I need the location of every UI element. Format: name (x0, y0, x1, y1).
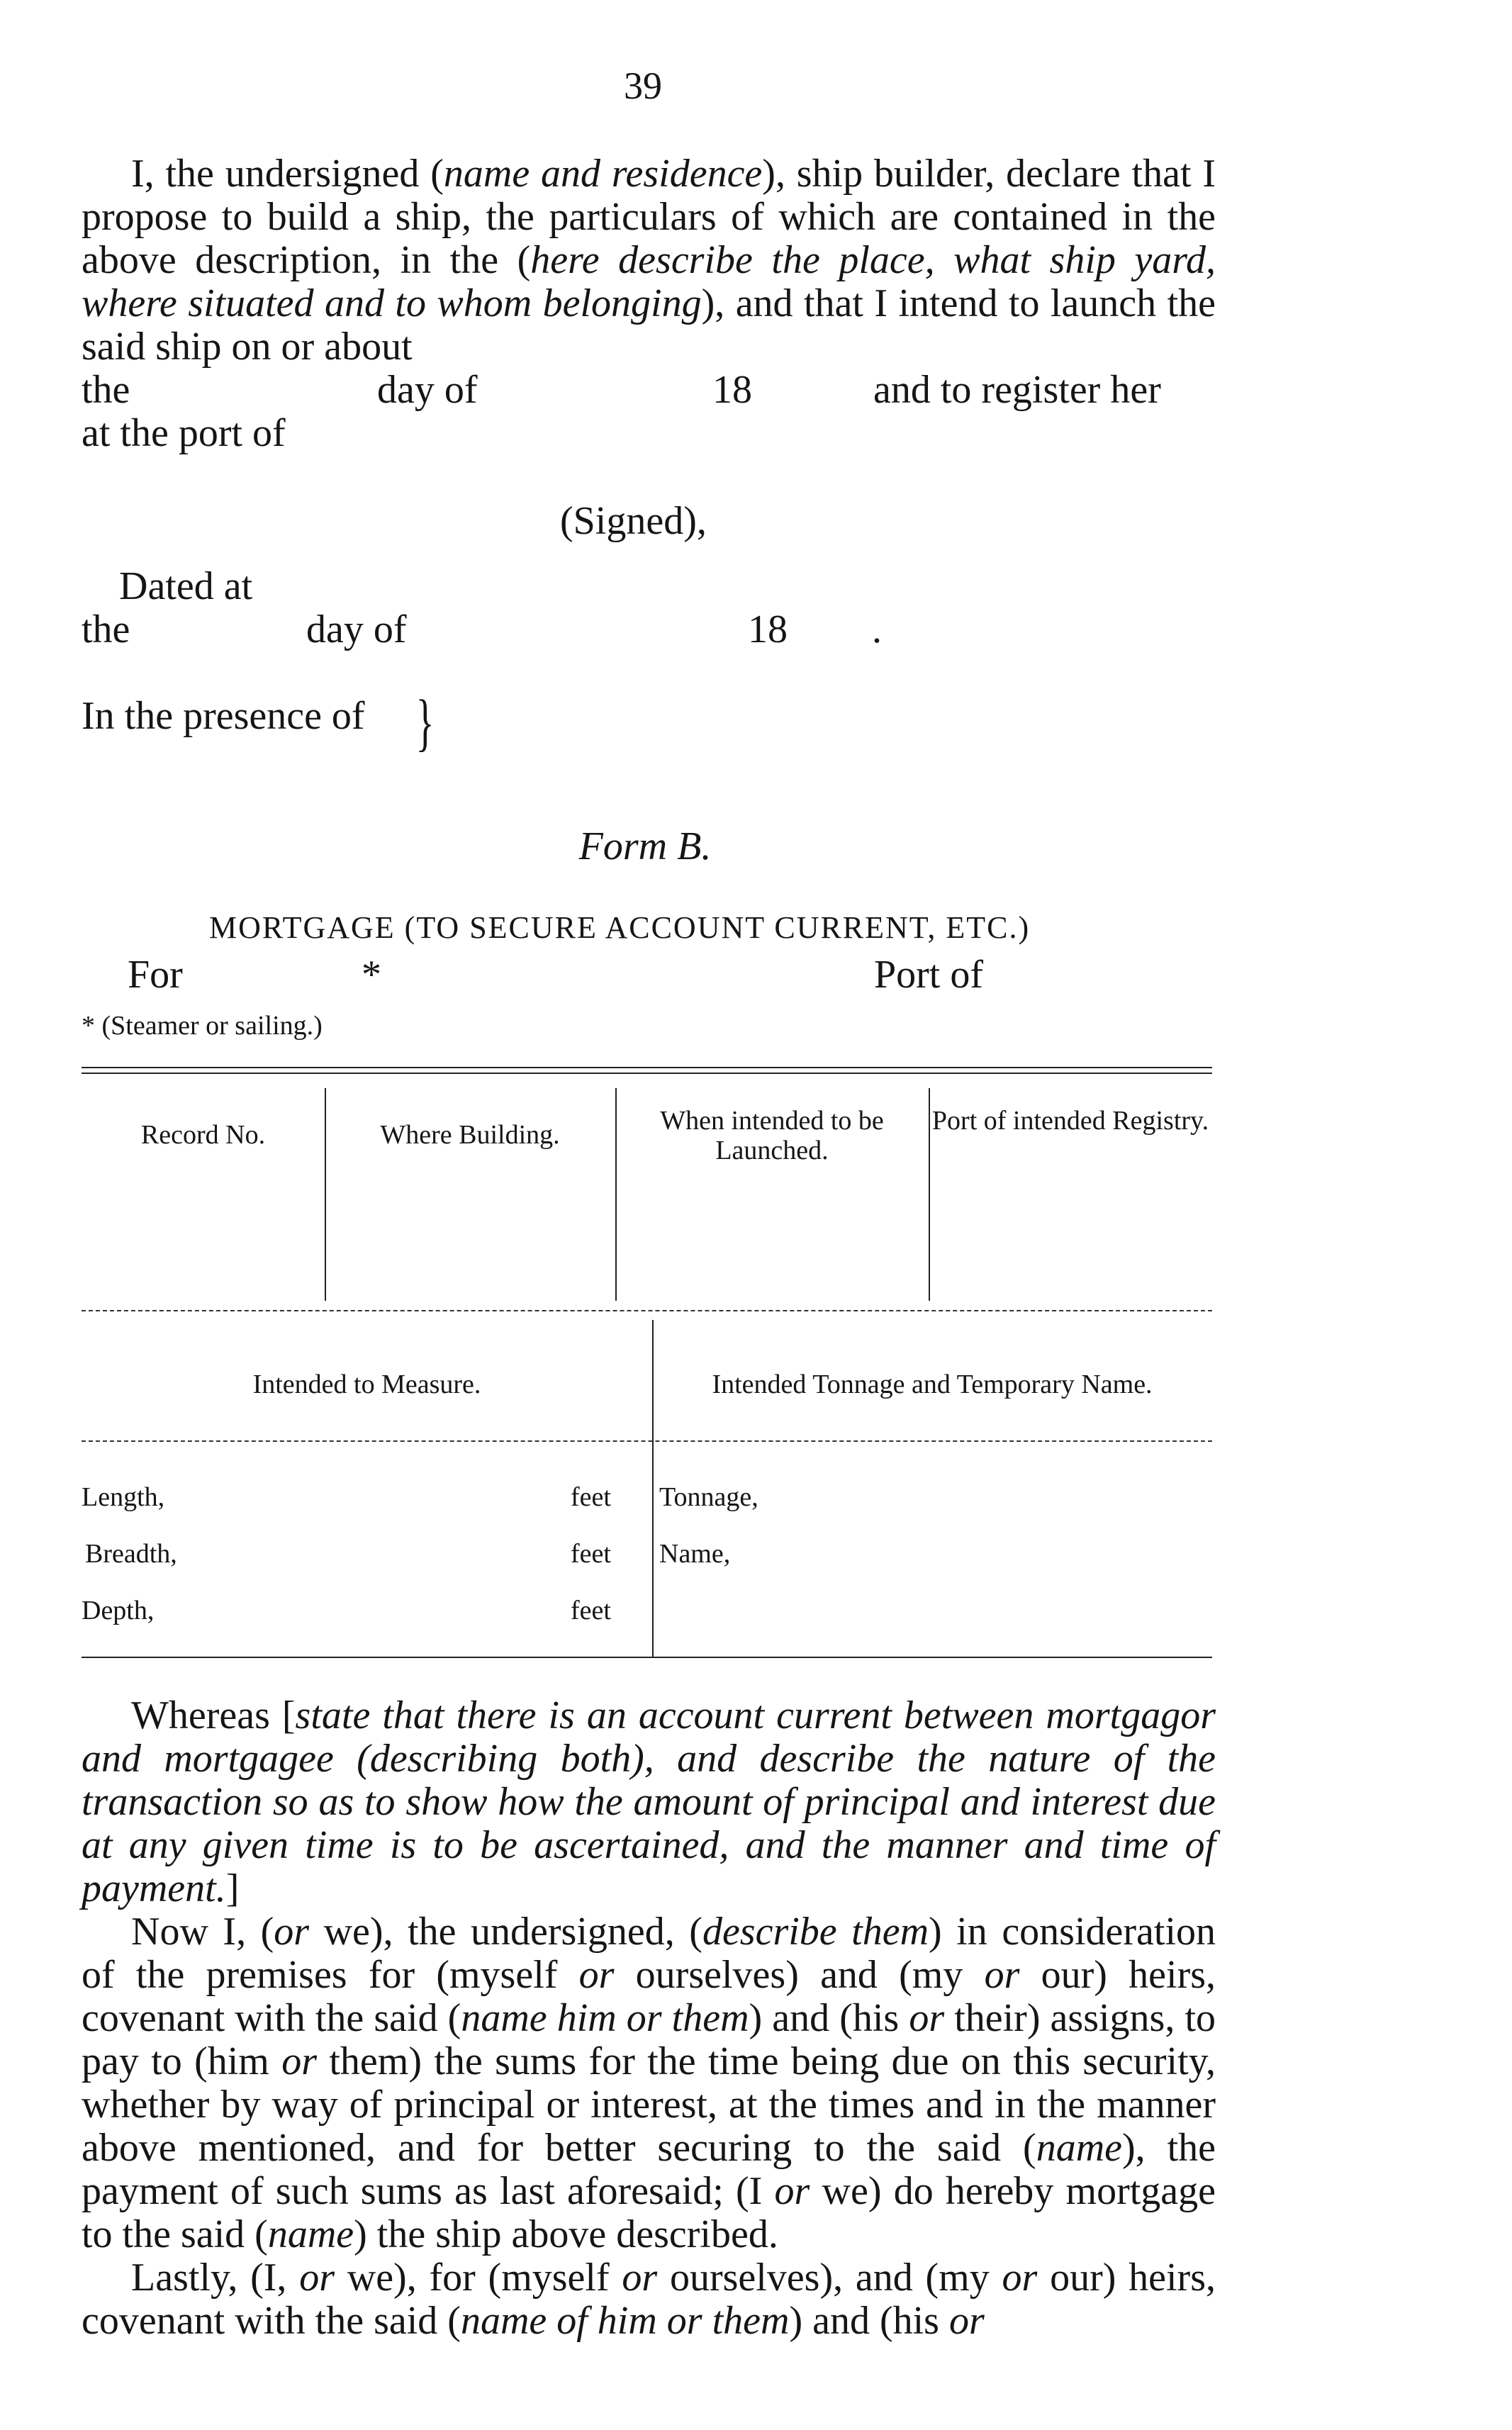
table1-header-port: Port of intended Registry. (931, 1106, 1209, 1136)
declaration-year: 18 (712, 368, 752, 412)
table1-bottom-rule (82, 1310, 1212, 1311)
table1-header-when: When intended to be Launched. (660, 1106, 884, 1165)
now-paragraph (82, 1910, 1216, 2256)
measure-depth-label: Depth, (82, 1596, 155, 1625)
declaration-register: and to register her (873, 368, 1161, 412)
italic-run: or (909, 1996, 945, 2040)
presence-brace: } (415, 688, 435, 758)
italic-run: or (299, 2256, 335, 2300)
form-title: Form B. (578, 824, 712, 868)
italic-run: or (622, 2256, 658, 2300)
italic-run: or (274, 1910, 310, 1954)
page-number: 39 (624, 65, 662, 107)
declaration-port: at the port of (82, 411, 286, 455)
for-label: For (128, 953, 183, 997)
italic-run: or (281, 2039, 318, 2083)
measure-breadth-unit: feet (571, 1539, 611, 1569)
presence-label: In the presence of (82, 694, 365, 738)
measure-length-label: Length, (82, 1482, 165, 1512)
table2-header-rule (82, 1440, 1212, 1442)
italic-run: name (1036, 2126, 1122, 2170)
italic-run: name (267, 2212, 354, 2256)
text-run: ), and that I intend to launch the said ship on or about (82, 281, 1216, 369)
declaration-day-of: day of (377, 368, 478, 412)
text-run: Now I, ( (131, 1910, 274, 1954)
dated-day-of: day of (306, 608, 407, 651)
table1-header-record: Record No. (140, 1120, 266, 1150)
dated-year: 18 (748, 608, 788, 651)
text-run: Lastly, (I, (131, 2256, 300, 2300)
text-run: our) heirs, covenant with the said ( (82, 1953, 1216, 2040)
dated-at: Dated at (119, 564, 253, 608)
italic-run: or (1002, 2256, 1038, 2300)
text-run: ourselves) and (my (614, 1953, 985, 1997)
text-run: them) the sums for the time being due on this security, whether by way of principal or interest, at the times and in the manner above mentioned, and for better securing to the said ( (82, 2039, 1216, 2170)
italic-run: here describe the place, what ship yard, where situated and to whom belonging (82, 238, 1216, 325)
italic-run: name and residence (443, 152, 763, 196)
italic-run: describe them (702, 1910, 929, 1954)
footnote: * (Steamer or sailing.) (82, 1011, 323, 1041)
table1-top-rule-2 (82, 1073, 1212, 1074)
text-run: ourselves), and (my (657, 2256, 1002, 2300)
italic-run: or (984, 1953, 1020, 1997)
text-run: ), the payment of such sums as last aforesaid; (I (82, 2126, 1216, 2213)
table1-header-where: Where Building. (380, 1120, 560, 1150)
mortgage-heading: MORTGAGE (TO SECURE ACCOUNT CURRENT, ETC.) (209, 910, 1031, 945)
declaration-text (82, 152, 1216, 369)
text-run: I, the undersigned ( (131, 152, 444, 196)
italic-run: or (948, 2299, 985, 2343)
italic-run: name him or them (461, 1996, 749, 2040)
lastly-paragraph (82, 2256, 1216, 2343)
measure-depth-unit: feet (571, 1596, 611, 1625)
table2-bottom-rule (82, 1657, 1212, 1658)
italic-run: name of him or them (460, 2299, 790, 2343)
text-run: ) in consideration of the premises for (myself (82, 1910, 1216, 1997)
signed-label: (Signed), (560, 499, 707, 543)
measure-breadth-label: Breadth, (85, 1539, 177, 1569)
dated-the: the (82, 608, 130, 651)
whereas-paragraph (82, 1694, 1216, 1910)
text-run: ] (225, 1866, 240, 1910)
text-run: our) heirs, covenant with the said ( (82, 2256, 1216, 2343)
text-run: ) and (his (789, 2299, 949, 2343)
text-run: ) the ship above described. (354, 2212, 778, 2256)
text-run: ), ship builder, declare that I propose to build a ship, the particulars of which are contained in the above description, in the ( (82, 152, 1216, 282)
text-run: we) do hereby mortgage to the said ( (82, 2169, 1216, 2256)
table2-right-header: Intended Tonnage and Temporary Name. (712, 1370, 1153, 1399)
declaration-paragraph (82, 152, 1216, 369)
name-label: Name, (659, 1539, 731, 1569)
italic-run: or (774, 2169, 810, 2213)
text-run: we), for (myself (334, 2256, 622, 2300)
measure-length-unit: feet (571, 1482, 611, 1512)
declaration-the: the (82, 368, 130, 412)
for-asterisk: * (362, 953, 381, 997)
text-run: their) assigns, to pay to (him (82, 1996, 1216, 2083)
lower-paragraphs (82, 1694, 1216, 2343)
italic-run: state that there is an account current between mortgagor and mortgagee (describing both), and describe the nature of the transaction so as to show how the amount of principal and interest due at any given time is to be ascertained, and the manner and time of payment. (82, 1693, 1216, 1910)
text-run: we), the undersigned, ( (309, 1910, 702, 1954)
text-run: ) and (his (749, 1996, 909, 2040)
dated-period: . (872, 608, 882, 651)
text-run: Whereas [ (131, 1693, 296, 1737)
italic-run: or (578, 1953, 615, 1997)
tonnage-label: Tonnage, (659, 1482, 758, 1512)
table2-left-header: Intended to Measure. (252, 1370, 481, 1399)
port-of-label: Port of (874, 953, 983, 997)
table1-top-rule (82, 1067, 1212, 1068)
